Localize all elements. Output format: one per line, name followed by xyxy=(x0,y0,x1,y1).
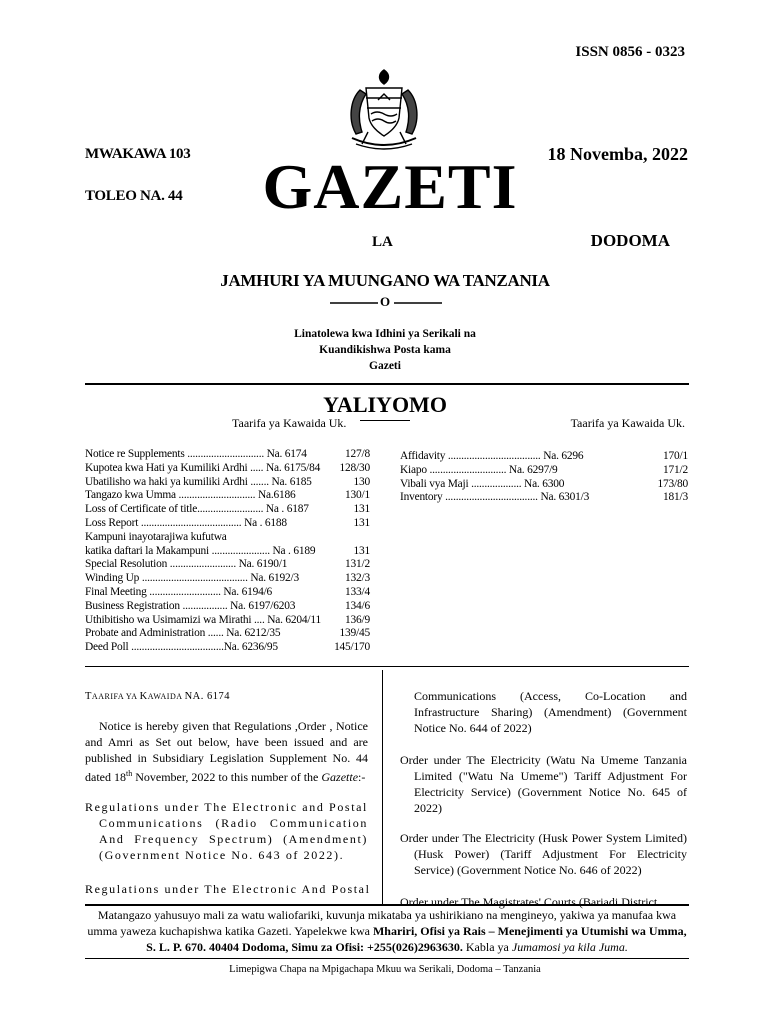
contents-entry xyxy=(85,572,370,586)
order-item: Order under The Electricity (Husk Power System Limited) (Husk Power) (Tariff Adjustment For Electricity Service) (Government Notice No. 646 of 2022) xyxy=(400,831,687,877)
contents-entry-text: Uthibitisho wa Usimamizi wa Mirathi .... Na. 6204/11 xyxy=(85,613,321,626)
intro-gazette-italic: Gazette xyxy=(321,770,359,784)
contents-entry xyxy=(85,517,370,531)
contents-entry-text: Vibali vya Maji ................... Na. 6300 xyxy=(400,477,565,490)
contents-entry-page: 139/45 xyxy=(339,627,370,640)
contents-entry-page: 131/2 xyxy=(345,558,370,571)
contents-header-left: Taarifa ya Kawaida Uk. xyxy=(232,416,347,430)
contents-entry-text: Affidavity ................................... Na. 6296 xyxy=(400,450,584,462)
column-separator xyxy=(382,670,383,904)
contents-entry xyxy=(400,478,688,492)
contents-entry-page: 130 xyxy=(353,475,370,488)
contents-entry-text: Probate and Administration ...... Na. 6212/35 xyxy=(85,627,281,640)
registration-line-3: Gazeti xyxy=(369,360,401,372)
contents-title xyxy=(0,392,770,418)
contents-title-underline xyxy=(360,420,410,421)
divider-mark: O xyxy=(380,294,391,309)
printer-credit: Limepigwa Chapa na Mpigachapa Mkuu wa Serikali, Dodoma – Tanzania xyxy=(229,964,541,975)
footer-top-rule xyxy=(85,904,689,906)
contents-entry-page: 130/1 xyxy=(345,489,370,502)
contents-entry xyxy=(85,462,370,476)
section-right-column xyxy=(400,688,687,922)
regulation-item: Regulations under The Electronic and Postal Communications (Radio Communication And Frequency Spectrum) (Amendment) (Government Notice No. 643 of 2022). xyxy=(85,800,368,862)
section-intro-paragraph xyxy=(85,718,368,785)
contents-entry-text: Business Registration ................. Na. 6197/6203 xyxy=(85,599,296,612)
registration-line-1: Linatolewa kwa Idhini ya Serikali na xyxy=(294,328,476,340)
footer-bottom-rule xyxy=(85,958,689,959)
contents-entry-page: 127/8 xyxy=(345,448,370,460)
contents-entry-page: 173/80 xyxy=(657,477,688,490)
contents-entry-page: 131 xyxy=(353,503,370,516)
contents-entry-text: Inventory ................................... Na. 6301/3 xyxy=(400,491,590,504)
contents-entry-page: 181/3 xyxy=(663,491,688,504)
contents-entry-text: Kupotea kwa Hati ya Kumiliki Ardhi ..... Na. 6175/84 xyxy=(85,461,321,474)
contents-entry-page: 134/6 xyxy=(345,599,370,612)
regulation-item-continued: Communications (Access, Co-Location and Infrastructure Sharing) (Amendment) (Government Notice No. 644 of 2022) xyxy=(414,689,687,735)
issue-number: TOLEO NA. 44 xyxy=(85,188,183,204)
contents-entry-page: 131 xyxy=(353,544,370,557)
section-title-part-1: AARIFA YA xyxy=(91,692,140,701)
gazette-title: GAZETI xyxy=(262,151,518,222)
contents-entry xyxy=(85,586,370,600)
intro-text-end: :- xyxy=(358,770,366,784)
section-title-part-2: AWAIDA xyxy=(147,692,185,701)
contents-entry-text: Special Resolution ......................... Na. 6190/1 xyxy=(85,558,288,571)
footer-notice-deadline: Jumamosi ya kila Juma. xyxy=(511,940,628,954)
contents-bottom-rule xyxy=(85,666,689,667)
intro-text-1: Notice is hereby given that Regulations ,Order , Notice and Amri as Set out below, have been issued and are published in Subsidiary Legislation Supplement No. 44 dated 18 xyxy=(85,719,368,784)
contents-entry xyxy=(85,641,370,655)
republic-name: JAMHURI YA MUUNGANO WA TANZANIA xyxy=(220,271,550,290)
coat-of-arms-emblem xyxy=(338,64,430,156)
title-divider xyxy=(330,296,442,310)
contents-entry xyxy=(400,450,688,464)
order-item: Order under The Electricity (Watu Na Umeme Tanzania Limited ("Watu Na Umeme") Tariff Adjustment For Electricity Service) (Government Notice No. 645 of 2022) xyxy=(400,753,687,815)
contents-entry-text: Deed Poll ...................................Na. 6236/95 xyxy=(85,641,278,654)
contents-title-text: YALIYOMO xyxy=(323,392,447,417)
contents-entry xyxy=(85,476,370,490)
contents-entry-page: 128/30 xyxy=(339,461,370,474)
title-connector: LA xyxy=(372,234,393,250)
footer-submission-notice xyxy=(85,907,689,955)
contents-entry-page: 136/9 xyxy=(345,613,370,626)
regulation-item: Regulations under The Electronic And Postal xyxy=(85,882,371,896)
contents-entry-page: 171/2 xyxy=(663,463,688,476)
section-title xyxy=(85,691,230,702)
contents-list-left xyxy=(85,448,370,655)
contents-entry xyxy=(85,448,370,462)
section-title-initial-t: T xyxy=(85,691,92,702)
contents-entry-text: Final Meeting ........................... Na. 6194/6 xyxy=(85,585,273,598)
contents-entry-text: Tangazo kwa Umma ............................. Na.6186 xyxy=(85,489,296,502)
footer-notice-text-2: Kabla ya xyxy=(462,940,512,954)
contents-entry xyxy=(85,614,370,628)
order-item: Order under The Magistrates' Courts (Bariadi District xyxy=(400,895,658,909)
footer-notice-address: Mhariri, Ofisi ya Rais – Menejimenti ya Utumishi wa Umma, S. L. P. 670. 40404 Dodoma, Simu za Ofisi: +255(026)2963630. xyxy=(146,924,687,954)
contents-entry-page: 145/170 xyxy=(334,641,370,654)
contents-entry xyxy=(400,491,688,505)
contents-entry xyxy=(85,503,370,517)
registration-line-2: Kuandikishwa Posta kama xyxy=(319,344,451,356)
publication-place: DODOMA xyxy=(590,231,670,250)
contents-entry-text: katika daftari la Makampuni ...................... Na . 6189 xyxy=(85,544,316,557)
registration-notice xyxy=(0,326,770,374)
section-title-initial-k: K xyxy=(139,691,148,702)
contents-entry-text: Loss Report ...................................... Na . 6188 xyxy=(85,516,287,529)
contents-header-right: Taarifa ya Kawaida Uk. xyxy=(570,416,685,430)
contents-list-right xyxy=(400,450,688,505)
contents-entry xyxy=(85,558,370,572)
issue-date: 18 Novemba, 2022 xyxy=(547,144,688,164)
contents-entry xyxy=(85,545,370,559)
volume-label: MWAKAWA 103 xyxy=(85,146,191,162)
contents-entry-text: Kiapo ............................. Na. 6297/9 xyxy=(400,463,558,476)
footer-notice-text: Matangazo yahusuyo mali za watu waliofariki, kuvunja mikataba ya ushirikiano na mengineyo, yakiwa ya manufaa kwa umma yaweza kuchapishwa katika Gazeti. Yapelekwe kwa xyxy=(87,908,677,938)
contents-entry xyxy=(85,600,370,614)
contents-entry xyxy=(85,531,370,545)
contents-entry-text: Notice re Supplements ............................. Na. 6174 xyxy=(85,448,307,460)
section-left-column xyxy=(85,718,371,897)
intro-text-2: November, 2022 to this number of the xyxy=(132,770,322,784)
contents-entry-page: 132/3 xyxy=(345,572,370,585)
contents-entry-page: 133/4 xyxy=(345,585,370,598)
issn-number: ISSN 0856 - 0323 xyxy=(575,44,685,60)
contents-entry-text: Winding Up ........................................ Na. 6192/3 xyxy=(85,572,299,585)
contents-entry xyxy=(85,627,370,641)
contents-entry-page: 170/1 xyxy=(663,450,688,462)
contents-entry xyxy=(85,489,370,503)
section-title-number: NA. 6174 xyxy=(184,691,230,702)
contents-entry-text: Ubatilisho wa haki ya kumiliki Ardhi ....... Na. 6185 xyxy=(85,475,312,488)
contents-entry-page: 131 xyxy=(353,516,370,529)
contents-entry xyxy=(400,464,688,478)
top-divider-rule xyxy=(85,383,689,385)
contents-entry-text: Kampuni inayotarajiwa kufutwa xyxy=(85,530,227,543)
intro-superscript: th xyxy=(126,769,133,778)
contents-entry-text: Loss of Certificate of title......................... Na . 6187 xyxy=(85,503,309,516)
